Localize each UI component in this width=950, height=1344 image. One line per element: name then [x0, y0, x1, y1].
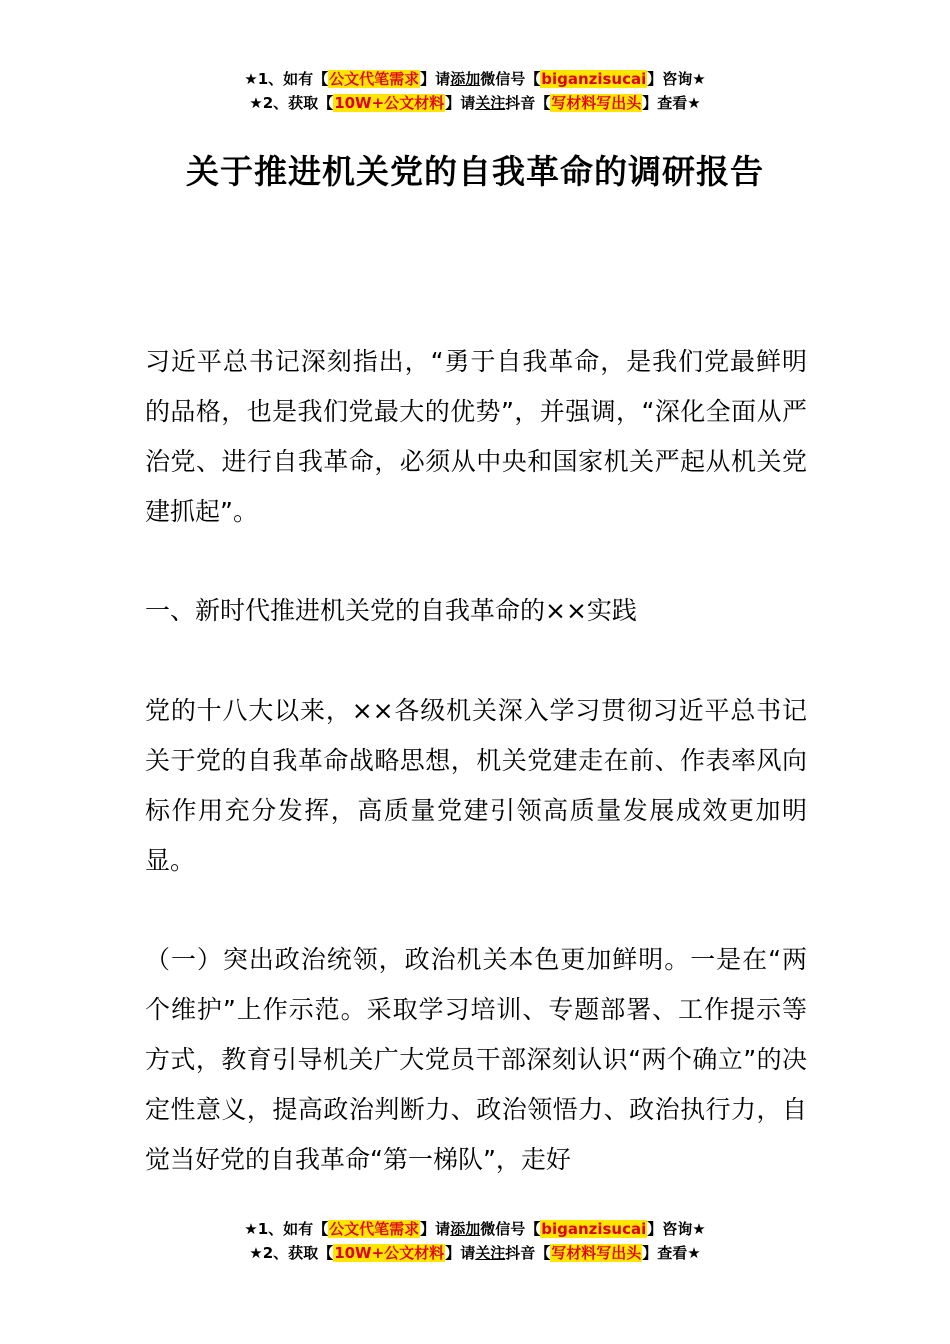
highlight-wechat-id: biganzisucai [541, 1220, 647, 1238]
banner-line-1: ★1、如有【公文代笔需求】请添加微信号【biganzisucai】咨询★ [244, 70, 706, 88]
paragraph-subsection-1: （一）突出政治统领，政治机关本色更加鲜明。一是在“两个维护”上作示范。采取学习培训、专题部署、工作提示等方式，教育引导机关广大党员干部深刻认识“两个确立”的决定性意义，提高政治判断力、政治领悟力、政治执行力，自觉当好党的自我革命“第一梯队”，走好 [145, 945, 807, 1174]
highlight-service: 公文代笔需求 [329, 1220, 420, 1238]
banner-line-1: ★1、如有【公文代笔需求】请添加微信号【biganzisucai】咨询★ [244, 1220, 706, 1238]
header-banner [0, 68, 950, 116]
footer-banner [0, 1218, 950, 1266]
paragraph-intro: 习近平总书记深刻指出，“勇于自我革命，是我们党最鲜明的品格，也是我们党最大的优势”，并强调，“深化全面从严治党、进行自我革命，必须从中央和国家机关严起从机关党建抓起”。 [145, 347, 807, 526]
highlight-douyin-id: 写材料写出头 [551, 1244, 642, 1262]
paragraph-overview: 党的十八大以来，××各级机关深入学习贯彻习近平总书记关于党的自我革命战略思想，机关党建走在前、作表率风向标作用充分发挥，高质量党建引领高质量发展成效更加明显。 [145, 696, 807, 875]
section-heading-1: 一、新时代推进机关党的自我革命的××实践 [145, 596, 637, 625]
highlight-wechat-id: biganzisucai [541, 70, 647, 88]
highlight-materials: 10W+公文材料 [334, 94, 445, 112]
highlight-materials: 10W+公文材料 [334, 1244, 445, 1262]
highlight-douyin-id: 写材料写出头 [551, 94, 642, 112]
banner-line-2: ★2、获取【10W+公文材料】请关注抖音【写材料写出头】查看★ [249, 1244, 701, 1262]
highlight-service: 公文代笔需求 [329, 70, 420, 88]
banner-line-2: ★2、获取【10W+公文材料】请关注抖音【写材料写出头】查看★ [249, 94, 701, 112]
document-title: 关于推进机关党的自我革命的调研报告 [186, 152, 764, 191]
